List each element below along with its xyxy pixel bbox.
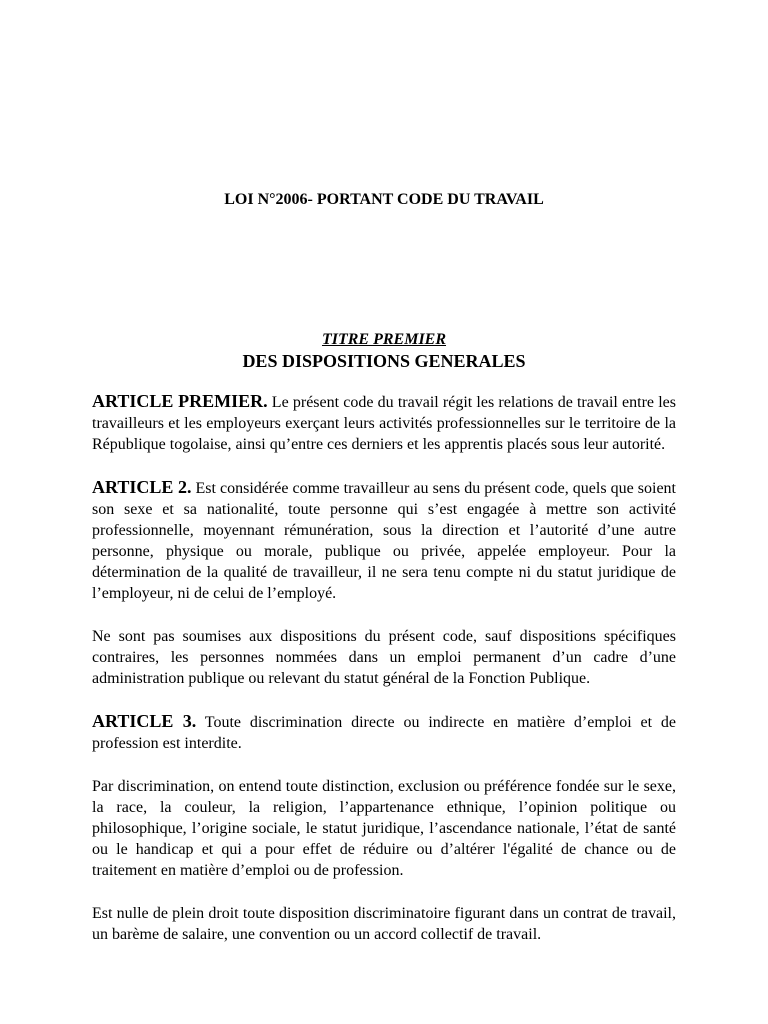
paragraph-text: Est considérée comme travailleur au sens du présent code, quels que soient son sexe et sa nationalité, toute personne qui s’est engagée à mettre son activité professionnelle, moyennant rémunération, sous la direction et l’autorité d’une autre personne, physique ou morale, publique ou privée, appelée employeur. Pour la détermination de la qualité de travailleur, il ne sera tenu compte ni du statut juridique de l’employeur, ni de celui de l’employé. — [92, 480, 677, 602]
body-text — [92, 391, 676, 967]
article-2-paragraph — [92, 477, 676, 604]
article-premier-paragraph — [92, 391, 676, 455]
paragraph-text: Est nulle de plein droit toute disposition discriminatoire figurant dans un contrat de travail, un barème de salaire, une convention ou un accord collectif de travail. — [92, 905, 676, 943]
article-2-exclusion-paragraph — [92, 626, 676, 689]
article-heading: ARTICLE PREMIER. — [92, 391, 268, 411]
article-heading: ARTICLE 2. — [92, 477, 192, 497]
titre-heading: DES DISPOSITIONS GENERALES — [242, 351, 526, 371]
titre-block — [0, 330, 768, 372]
paragraph-text: Toute discrimination directe ou indirecte en matière d’emploi et de profession est interdite. — [92, 714, 676, 752]
article-heading: ARTICLE 3. — [92, 711, 197, 731]
titre-label: TITRE PREMIER — [321, 331, 447, 348]
nullity-paragraph — [92, 903, 676, 945]
discrimination-definition-paragraph — [92, 776, 676, 881]
article-3-paragraph — [92, 711, 676, 754]
paragraph-text: Le présent code du travail régit les relations de travail entre les travailleurs et les employeurs exerçant leurs activités professionnelles sur le territoire de la République togolaise, ainsi qu’entre ces derniers et les apprentis placés sous leur autorité. — [92, 394, 676, 453]
law-title: LOI N°2006- PORTANT CODE DU TRAVAIL — [224, 191, 544, 208]
paragraph-text: Par discrimination, on entend toute distinction, exclusion ou préférence fondée sur le sexe, la race, la couleur, la religion, l’appartenance ethnique, l’opinion politique ou philosophique, l’origine sociale, le statut juridique, l’ascendance nationale, l’état de santé ou le handicap et qui a pour effet de réduire ou d’altérer l'égalité de chance ou de traitement en matière d’emploi ou de profession. — [92, 778, 676, 879]
paragraph-text: Ne sont pas soumises aux dispositions du présent code, sauf dispositions spécifiques contraires, les personnes nommées dans un emploi permanent d’un cadre d’une administration publique ou relevant du statut général de la Fonction Publique. — [92, 628, 676, 687]
